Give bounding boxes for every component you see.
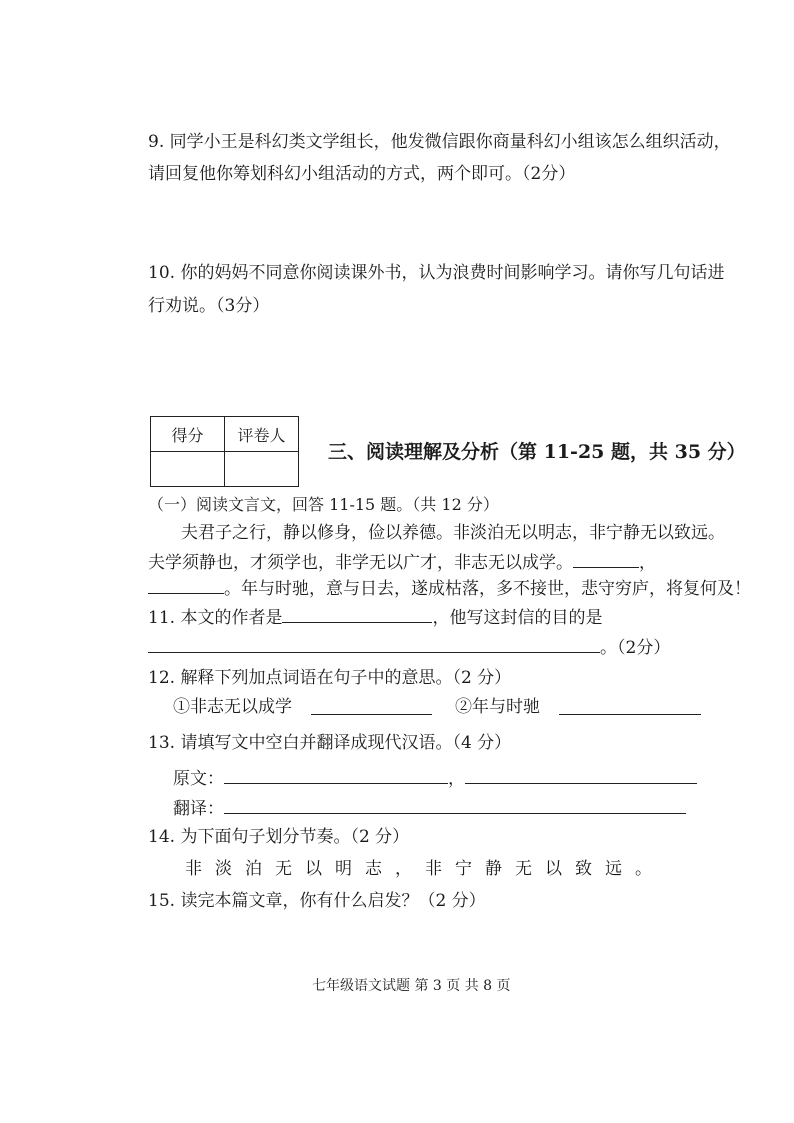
q13-original-blank-2[interactable] bbox=[465, 765, 697, 784]
grader-cell[interactable] bbox=[225, 452, 299, 487]
q11-line1 bbox=[148, 604, 602, 629]
q14-sentence: 非淡泊无以明志，非宁静无以致远。 bbox=[185, 859, 665, 879]
q13-translation-label: 翻译： bbox=[173, 799, 224, 819]
q11-author-blank[interactable] bbox=[282, 604, 432, 623]
q12-item2-text: ②年与时驰 bbox=[455, 697, 540, 717]
q13-translation-blank[interactable] bbox=[224, 795, 686, 814]
q12-item1 bbox=[173, 696, 292, 718]
score-table bbox=[150, 416, 299, 487]
q9-line2: 请回复他你筹划科幻小组活动的方式，两个即可。（2分） bbox=[148, 164, 576, 184]
classical-text-line2-content: 夫学须静也，才须学也，非学无以广才，非志无以成学。 bbox=[148, 553, 573, 573]
q10-line2: 行劝说。（3分） bbox=[148, 296, 270, 316]
q11-prompt-b: ，他写这封信的目的是 bbox=[432, 608, 603, 628]
classical-text-line3-content: 。年与时驰，意与日去，遂成枯落，多不接世，悲守穷庐，将复何及！ bbox=[224, 579, 751, 599]
text-blank-1[interactable] bbox=[573, 549, 639, 568]
classical-text-line2-comma: ， bbox=[639, 553, 656, 573]
q13-original-label: 原文： bbox=[173, 769, 224, 789]
q13-original-blank-1[interactable] bbox=[224, 765, 448, 784]
q13-translation-line bbox=[173, 795, 686, 820]
q12-item1-blank[interactable] bbox=[311, 696, 432, 715]
q12-item2-blank[interactable] bbox=[559, 696, 701, 715]
score-cell[interactable] bbox=[151, 452, 225, 487]
q9-line1: 9. 同学小王是科幻类文学组长，他发微信跟你商量科幻小组该怎么组织活动， bbox=[148, 132, 731, 152]
section-title: 三、阅读理解及分析（第 11-25 题，共 35 分） bbox=[328, 441, 746, 463]
q10-line1: 10. 你的妈妈不同意你阅读课外书，认为浪费时间影响学习。请你写几句话进 bbox=[148, 263, 725, 283]
q12-item2 bbox=[455, 696, 540, 718]
q15-prompt: 15. 读完本篇文章，你有什么启发？（2 分） bbox=[148, 891, 486, 911]
q11-purpose-blank[interactable] bbox=[148, 634, 600, 653]
q13-prompt: 13. 请填写文中空白并翻译成现代汉语。（4 分） bbox=[148, 733, 512, 753]
q13-original-line bbox=[173, 765, 697, 790]
part1-intro: （一）阅读文言文，回答 11-15 题。（共 12 分） bbox=[148, 495, 499, 514]
q14-prompt: 14. 为下面句子划分节奏。（2 分） bbox=[148, 827, 410, 847]
q11-prompt-c: 。（2分） bbox=[600, 638, 671, 658]
q11-prompt-a: 11. 本文的作者是 bbox=[148, 608, 283, 628]
q12-item1-text: ①非志无以成学 bbox=[173, 697, 292, 717]
text-blank-2[interactable] bbox=[148, 575, 224, 594]
grader-header: 评卷人 bbox=[225, 417, 299, 452]
classical-text-line3 bbox=[148, 575, 751, 600]
classical-text-line1: 夫君子之行，静以修身，俭以养德。非淡泊无以明志，非宁静无以致远。 bbox=[181, 523, 725, 543]
classical-text-line2 bbox=[148, 549, 656, 574]
q11-line2 bbox=[148, 634, 670, 659]
score-header: 得分 bbox=[151, 417, 225, 452]
q13-comma: ， bbox=[448, 769, 465, 789]
q12-prompt: 12. 解释下列加点词语在句子中的意思。（2 分） bbox=[148, 668, 512, 688]
page-footer: 七年级语文试题 第 3 页 共 8 页 bbox=[312, 978, 511, 994]
